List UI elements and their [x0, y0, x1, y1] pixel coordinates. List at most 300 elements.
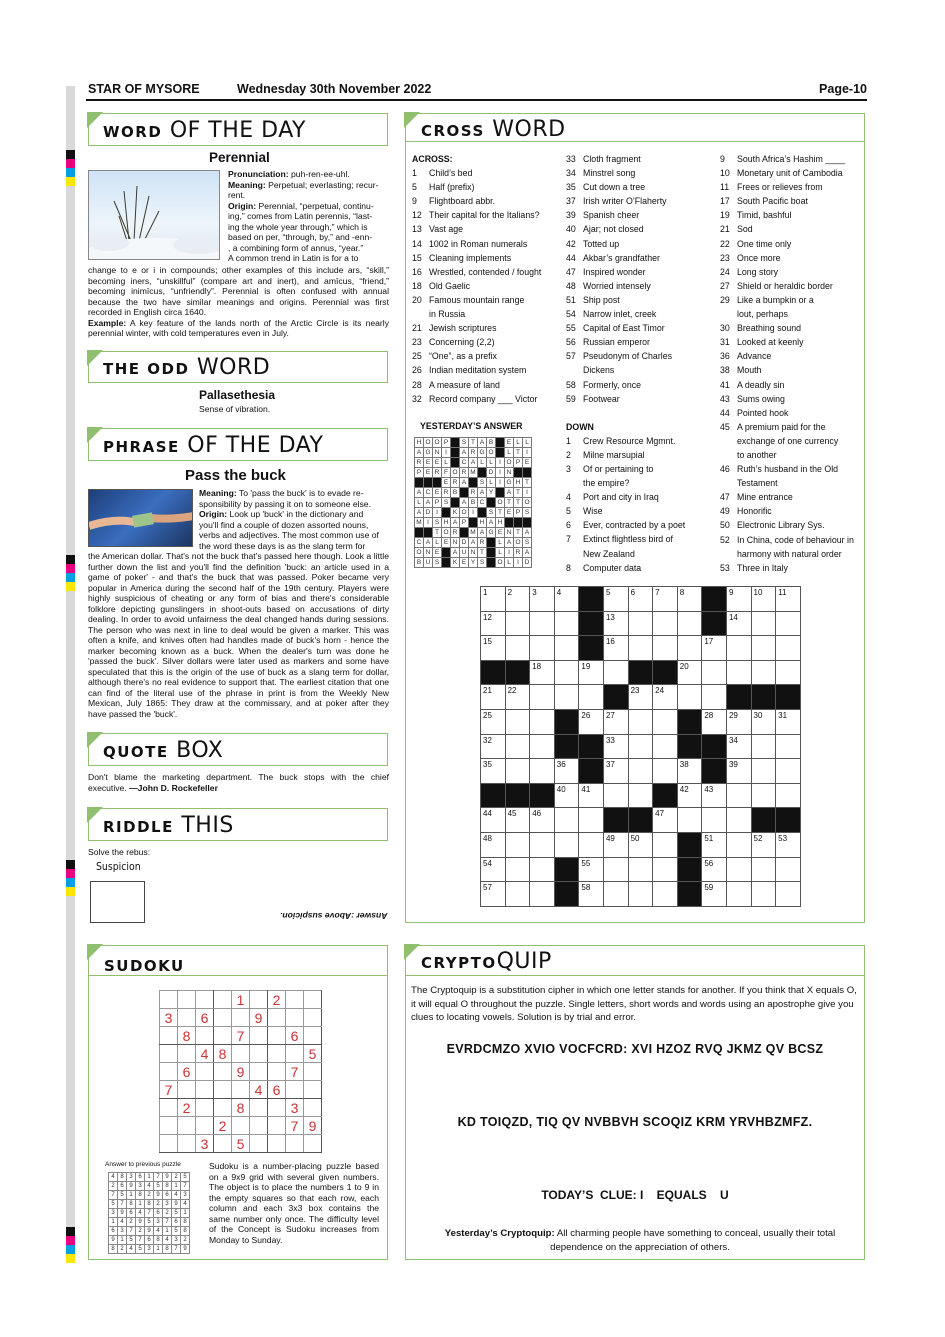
crossword-cell: [505, 783, 530, 808]
crossword-cell[interactable]: [751, 783, 776, 808]
odd-word-meaning: Sense of vibration.: [199, 404, 271, 414]
clue-item: 11 Frees or relieves from: [720, 182, 823, 193]
sudoku-answer-cell: 4: [109, 1173, 118, 1182]
sudoku-answer-cell: 4: [145, 1182, 154, 1191]
answer-cell: D: [424, 508, 433, 518]
clue-item: 16 Wrestled, contended / fought: [412, 266, 542, 277]
sudoku-cell[interactable]: [196, 1081, 214, 1099]
answer-cell: M: [470, 529, 476, 536]
crossword-cell[interactable]: 7: [653, 587, 678, 612]
sudoku-cell[interactable]: [178, 1135, 196, 1153]
answer-cell: [442, 548, 451, 558]
sudoku-cell[interactable]: [178, 1045, 196, 1063]
sudoku-answer-cell: 8: [154, 1236, 163, 1245]
crossword-cell[interactable]: 20: [677, 660, 702, 685]
crossword-cell[interactable]: [776, 636, 801, 661]
crossword-cell[interactable]: [653, 882, 678, 907]
crossword-cell: [702, 587, 727, 612]
crossword-cell[interactable]: 22: [505, 685, 530, 710]
crossword-cell[interactable]: [628, 636, 653, 661]
crossword-cell[interactable]: [653, 636, 678, 661]
clue-item: 41 A deadly sin: [720, 379, 785, 390]
sudoku-cell[interactable]: [286, 1009, 304, 1027]
wotd-title-box: [88, 113, 388, 146]
intro-line: Origin: Look up 'buck' in the dictionary and: [199, 509, 364, 519]
crossword-cell[interactable]: 4: [554, 587, 579, 612]
crossword-cell[interactable]: [505, 636, 530, 661]
sudoku-answer-cell: 2: [154, 1200, 163, 1209]
answer-cell: O: [452, 469, 458, 476]
crossword-cell[interactable]: 28: [702, 709, 727, 734]
crossword-cell[interactable]: 46: [530, 808, 555, 833]
crossword-cell[interactable]: 32: [481, 734, 506, 759]
crossword-cell[interactable]: [505, 734, 530, 759]
sudoku-cell: 2: [178, 1099, 196, 1117]
clue-item: 9 South Africa’s Hashim ____: [720, 154, 845, 164]
crossword-cell[interactable]: [530, 685, 555, 710]
cryptoquip-title: CRYPTOQUIP: [421, 949, 552, 974]
crossword-cell[interactable]: [776, 611, 801, 636]
crossword-cell[interactable]: [628, 783, 653, 808]
sudoku-cell[interactable]: [160, 1099, 178, 1117]
crossword-cell[interactable]: 58: [579, 882, 604, 907]
crossword-cell[interactable]: 8: [677, 587, 702, 612]
crossword-cell[interactable]: [505, 832, 530, 857]
sudoku-answer-cell: 5: [172, 1227, 181, 1236]
crossword-cell[interactable]: [603, 882, 628, 907]
crossword-cell[interactable]: 51: [702, 832, 727, 857]
crossword-cell[interactable]: 57: [481, 882, 506, 907]
crossword-cell[interactable]: [751, 734, 776, 759]
crossword-cell[interactable]: 45: [505, 808, 530, 833]
sudoku-cell[interactable]: [160, 1027, 178, 1045]
clue-item: 38 Mouth: [720, 365, 762, 376]
cryptoquip-line-1: EVRDCMZO XVIO VOCFCRD: XVI HZOZ RVQ JKMZ QV BCSZ: [446, 1042, 824, 1056]
crossword-cell[interactable]: [628, 734, 653, 759]
quote-title-box: [88, 733, 388, 766]
sudoku-cell[interactable]: [268, 1099, 286, 1117]
crossword-cell[interactable]: [554, 611, 579, 636]
crossword-cell[interactable]: [726, 783, 751, 808]
answer-cell: P: [442, 438, 451, 448]
crossword-cell[interactable]: 37: [603, 759, 628, 784]
crossword-cell[interactable]: [505, 759, 530, 784]
sudoku-cell[interactable]: [232, 1081, 250, 1099]
crossword-cell[interactable]: 50: [628, 832, 653, 857]
crossword-cell[interactable]: [726, 857, 751, 882]
sudoku-cell[interactable]: [286, 1045, 304, 1063]
clue-item: 51 Ship post: [566, 294, 620, 305]
crossword-cell[interactable]: [776, 660, 801, 685]
sudoku-answer-cell: 8: [163, 1245, 172, 1254]
answer-cell: N: [505, 528, 514, 538]
sudoku-answer-cell: 4: [136, 1209, 145, 1218]
sudoku-cell[interactable]: [214, 1009, 232, 1027]
crossword-cell[interactable]: [579, 808, 604, 833]
sudoku-cell[interactable]: [268, 1063, 286, 1081]
crossword-cell[interactable]: 47: [653, 808, 678, 833]
sudoku-answer-cell: 4: [118, 1218, 127, 1227]
crossword-cell[interactable]: 33: [603, 734, 628, 759]
sudoku-cell[interactable]: [250, 991, 268, 1009]
sudoku-cell[interactable]: [304, 1135, 322, 1153]
sudoku-cell[interactable]: [304, 1063, 322, 1081]
sudoku-answer-cell: 4: [127, 1245, 136, 1254]
crossword-cell[interactable]: [628, 882, 653, 907]
sudoku-cell[interactable]: [214, 991, 232, 1009]
sudoku-cell[interactable]: [268, 1009, 286, 1027]
crossword-cell[interactable]: [530, 832, 555, 857]
answer-cell: E: [505, 508, 514, 518]
crossword-cell[interactable]: [653, 759, 678, 784]
crossword-cell[interactable]: 23: [628, 685, 653, 710]
sudoku-cell[interactable]: [250, 1099, 268, 1117]
intro-line: ing the whole year through,” which is: [228, 221, 368, 232]
crossword-cell[interactable]: [653, 857, 678, 882]
clue-item: 23 Once more: [720, 252, 781, 263]
clue-item: 18 Old Gaelic: [412, 280, 471, 291]
crossword-cell[interactable]: 55: [579, 857, 604, 882]
crossword-cell[interactable]: [554, 685, 579, 710]
sudoku-cell[interactable]: [304, 1027, 322, 1045]
sudoku-cell[interactable]: [196, 1117, 214, 1135]
crossword-cell: [751, 808, 776, 833]
cryptoquip-clue: TODAY’S CLUE: I EQUALS U: [541, 1188, 729, 1202]
crossword-cell[interactable]: [677, 636, 702, 661]
answer-cell: N: [469, 548, 478, 558]
sudoku-answer-cell: 4: [163, 1236, 172, 1245]
crossword-cell[interactable]: [505, 709, 530, 734]
crossword-cell[interactable]: 2: [505, 587, 530, 612]
clue-item: 7 Extinct flightless bird of: [566, 534, 673, 545]
sudoku-grid: [159, 990, 322, 1153]
crossword-cell[interactable]: [702, 808, 727, 833]
crossword-cell[interactable]: 15: [481, 636, 506, 661]
sudoku-cell[interactable]: [160, 1117, 178, 1135]
sudoku-description: Sudoku is a number-placing puzzle based on a 9x9 grid with several given numbers. The object is to place the numbers 1 to 9 in the empty squares so that each row, each column and each 3x3 box contains the same number only once. The difficulty level of the Concept is Sudoku increases from Monday to Sunday.: [209, 1161, 379, 1245]
crossword-cell[interactable]: [776, 857, 801, 882]
intro-line: Meaning: Perpetual; everlasting; recur-: [228, 179, 379, 190]
crossword-cell[interactable]: [530, 734, 555, 759]
crossword-cell[interactable]: 44: [481, 808, 506, 833]
sudoku-answer-cell: 3: [109, 1209, 118, 1218]
crossword-cell[interactable]: 49: [603, 832, 628, 857]
crossword-cell[interactable]: [726, 832, 751, 857]
sudoku-cell[interactable]: [268, 1135, 286, 1153]
crossword-cell[interactable]: [628, 857, 653, 882]
crossword-cell[interactable]: [726, 882, 751, 907]
crossword-cell[interactable]: [554, 808, 579, 833]
crossword-cell[interactable]: [702, 660, 727, 685]
answer-cell: E: [424, 458, 433, 468]
crossword-cell[interactable]: [530, 882, 555, 907]
crossword-cell[interactable]: [751, 660, 776, 685]
crossword-cell[interactable]: 39: [726, 759, 751, 784]
sudoku-cell[interactable]: [286, 1135, 304, 1153]
sudoku-cell[interactable]: [196, 1099, 214, 1117]
crossword-cell[interactable]: 34: [726, 734, 751, 759]
crossword-cell[interactable]: [530, 636, 555, 661]
crossword-cell[interactable]: [603, 660, 628, 685]
clue-item: 36 Advance: [720, 351, 772, 362]
clue-item: 12 Their capital for the Italians?: [412, 210, 540, 221]
crossword-cell[interactable]: 59: [702, 882, 727, 907]
crossword-cell: [579, 636, 604, 661]
crossword-cell[interactable]: [554, 660, 579, 685]
sudoku-answer-cell: 5: [181, 1173, 190, 1182]
sudoku-cell[interactable]: [214, 1063, 232, 1081]
crossword-cell[interactable]: [603, 857, 628, 882]
answer-cell: G: [479, 449, 485, 456]
crossword-cell[interactable]: 40: [554, 783, 579, 808]
quote-text: Don't blame the marketing department. The buck stops with the chief executive. —John D. Rockefeller: [88, 772, 389, 793]
answer-cell: [523, 468, 532, 478]
crossword-cell[interactable]: 9: [726, 587, 751, 612]
crossword-cell[interactable]: 54: [481, 857, 506, 882]
sudoku-cell[interactable]: [196, 1063, 214, 1081]
crossword-cell[interactable]: 38: [677, 759, 702, 784]
crossword-cell[interactable]: [530, 611, 555, 636]
crossword-cell[interactable]: 16: [603, 636, 628, 661]
answer-cell: [487, 548, 496, 558]
answer-cell: A: [469, 538, 478, 548]
answer-cell: B: [451, 488, 460, 498]
answer-cell: O: [524, 499, 530, 506]
answer-cell: O: [461, 509, 467, 516]
crossword-cell[interactable]: 26: [579, 709, 604, 734]
crossword-cell[interactable]: 53: [776, 832, 801, 857]
crossword-cell[interactable]: [726, 636, 751, 661]
sudoku-cell[interactable]: [160, 1045, 178, 1063]
crossword-cell[interactable]: [628, 611, 653, 636]
clue-item: 19 Timid, bashful: [720, 210, 792, 221]
answer-cell: [487, 558, 496, 568]
crossword-cell[interactable]: [505, 857, 530, 882]
crossword-cell[interactable]: 10: [751, 587, 776, 612]
crossword-cell[interactable]: 24: [653, 685, 678, 710]
crossword-cell[interactable]: 30: [751, 709, 776, 734]
crossword-cell[interactable]: [702, 685, 727, 710]
crossword-cell[interactable]: 56: [702, 857, 727, 882]
sudoku-cell[interactable]: [268, 1045, 286, 1063]
crossword-cell[interactable]: [751, 636, 776, 661]
crossword-cell[interactable]: 29: [726, 709, 751, 734]
crossword-cell[interactable]: [776, 759, 801, 784]
clue-item: 42 Totted up: [566, 238, 620, 249]
crossword-cell[interactable]: [653, 832, 678, 857]
answer-cell: P: [514, 508, 523, 518]
crossword-cell[interactable]: 19: [579, 660, 604, 685]
crossword-cell[interactable]: [530, 709, 555, 734]
sudoku-cell[interactable]: [232, 1045, 250, 1063]
sudoku-cell[interactable]: [232, 1117, 250, 1135]
sudoku-cell[interactable]: [268, 1117, 286, 1135]
crossword-cell[interactable]: [653, 709, 678, 734]
crossword-cell[interactable]: [726, 808, 751, 833]
sudoku-cell[interactable]: [250, 1045, 268, 1063]
crossword-cell[interactable]: [530, 857, 555, 882]
sudoku-cell[interactable]: [250, 1063, 268, 1081]
sudoku-cell[interactable]: [232, 1009, 250, 1027]
crossword-cell[interactable]: 18: [530, 660, 555, 685]
sudoku-answer-cell: 5: [172, 1209, 181, 1218]
sudoku-cell[interactable]: [250, 1135, 268, 1153]
riddle-prompt: Solve the rebus:: [88, 847, 151, 857]
sudoku-answer-cell: 7: [145, 1209, 154, 1218]
sudoku-cell[interactable]: [286, 991, 304, 1009]
answer-cell: P: [460, 518, 469, 528]
crossword-cell: [579, 611, 604, 636]
sudoku-cell[interactable]: [214, 1081, 232, 1099]
sudoku-cell[interactable]: [286, 1081, 304, 1099]
crossword-cell[interactable]: [653, 611, 678, 636]
crossword-cell[interactable]: [751, 857, 776, 882]
crossword-cell[interactable]: 14: [726, 611, 751, 636]
crossword-cell: [726, 685, 751, 710]
crossword-cell[interactable]: [530, 759, 555, 784]
sudoku-answer-cell: 1: [127, 1191, 136, 1200]
answer-cell: [505, 518, 514, 528]
crossword-cell[interactable]: 3: [530, 587, 555, 612]
crossword-cell[interactable]: [579, 685, 604, 710]
crossword-cell[interactable]: [751, 882, 776, 907]
odd-word: Pallasethesia: [199, 388, 276, 402]
sudoku-answer-cell: 7: [127, 1227, 136, 1236]
sudoku-cell[interactable]: [178, 1009, 196, 1027]
crossword-cell[interactable]: 31: [776, 709, 801, 734]
clue-item: 31 Looked at keenly: [720, 337, 804, 348]
crossword-cell[interactable]: [751, 611, 776, 636]
sudoku-cell[interactable]: [268, 1027, 286, 1045]
crossword-cell[interactable]: [751, 759, 776, 784]
crossword-cell[interactable]: [554, 636, 579, 661]
crossword-cell[interactable]: [726, 660, 751, 685]
crossword-cell[interactable]: 52: [751, 832, 776, 857]
crossword-grid: [480, 586, 801, 907]
sudoku-cell[interactable]: [214, 1135, 232, 1153]
answer-cell: N: [433, 448, 442, 458]
crossword-cell[interactable]: 17: [702, 636, 727, 661]
clue-item: 47 Mine entrance: [720, 492, 793, 503]
crossword-cell: [776, 685, 801, 710]
crossword-cell[interactable]: 48: [481, 832, 506, 857]
crossword-cell[interactable]: 11: [776, 587, 801, 612]
crossword-cell[interactable]: [677, 685, 702, 710]
crossword-cell: [628, 808, 653, 833]
sudoku-answer-cell: 6: [154, 1209, 163, 1218]
crossword-cell[interactable]: 35: [481, 759, 506, 784]
sudoku-cell[interactable]: [160, 1063, 178, 1081]
sudoku-cell[interactable]: [250, 1117, 268, 1135]
sudoku-cell[interactable]: [304, 1009, 322, 1027]
clue-item: 21 Sod: [720, 224, 753, 235]
answer-cell: U: [424, 558, 433, 568]
sudoku-cell[interactable]: [178, 1117, 196, 1135]
sudoku-cell[interactable]: [304, 991, 322, 1009]
sudoku-answer-cell: 3: [154, 1218, 163, 1227]
crossword-cell[interactable]: [628, 759, 653, 784]
crossword-cell: [702, 611, 727, 636]
crossword-cell[interactable]: [677, 611, 702, 636]
potd-body: the American dollar. That's not the buck that's passed here though. Look a little further down the list and you'll find the definition 'buck: an article used in a game of poker' - and that's the buck that was passed. Poker became very popular in America during the second half of the 19th century. Players were highly suspicious of cheating or any form of bias and there's considerable folklore depicting gunslingers in shoot-outs based on accusations of dirty dealing. In order to avoid unfairness the deal changed hands during sessions. The person who was next in line to deal would be given a marker. This was often a knife, and knives often had handles made of buck's horn - hence the marker becoming known as a buck. When the dealer's turn was done he 'passed the buck'. Silver dollars were later used as markers and some have speculated that this is the origin of the use of buck as a slang term for dollar, although there's no real evidence to support that. The earliest citation that one can find of the literal use of the phrase in print is from the Weekly New Mexican, July 1865: They draw at the commissary, and at poker after they have passed the 'buck'.: [88, 551, 389, 719]
sudoku-answer-cell: 5: [118, 1191, 127, 1200]
crossword-cell[interactable]: 13: [603, 611, 628, 636]
crossword-cell[interactable]: 41: [579, 783, 604, 808]
crossword-cell[interactable]: [776, 783, 801, 808]
sudoku-answer-cell: 6: [127, 1209, 136, 1218]
clue-item: 23 Concerning (2,2): [412, 337, 495, 348]
answer-cell: [424, 528, 433, 538]
answer-cell: E: [523, 458, 532, 468]
sudoku-cell[interactable]: [196, 1027, 214, 1045]
crossword-cell[interactable]: 36: [554, 759, 579, 784]
sudoku-cell[interactable]: [178, 991, 196, 1009]
sudoku-cell[interactable]: [178, 1081, 196, 1099]
sudoku-cell[interactable]: [250, 1027, 268, 1045]
clue-item: 26 Indian meditation system: [412, 365, 527, 376]
answer-cell: [496, 448, 505, 458]
margin-bar: [66, 86, 75, 1256]
crossword-cell[interactable]: [579, 832, 604, 857]
crossword-cell[interactable]: [776, 882, 801, 907]
answer-cell: M: [416, 519, 422, 526]
sudoku-cell[interactable]: [214, 1099, 232, 1117]
crossword-cell[interactable]: [653, 734, 678, 759]
crossword-cell[interactable]: [677, 808, 702, 833]
answer-cell: O: [497, 499, 503, 506]
crossword-cell[interactable]: [628, 709, 653, 734]
crossword-cell[interactable]: 5: [603, 587, 628, 612]
crossword-cell[interactable]: 12: [481, 611, 506, 636]
crossword-title: CROSS WORD: [421, 117, 566, 142]
sudoku-answer-cell: 8: [109, 1245, 118, 1254]
clue-item: 46 Ruth’s husband in the Old: [720, 464, 839, 475]
crossword-cell[interactable]: 25: [481, 709, 506, 734]
crossword-cell[interactable]: 21: [481, 685, 506, 710]
crossword-cell[interactable]: 6: [628, 587, 653, 612]
crossword-cell[interactable]: [505, 882, 530, 907]
sudoku-cell[interactable]: [160, 991, 178, 1009]
crossword-cell[interactable]: 27: [603, 709, 628, 734]
sudoku-cell[interactable]: [196, 991, 214, 1009]
answer-cell: A: [415, 448, 424, 458]
answer-cell: I: [523, 488, 532, 498]
crossword-cell[interactable]: 43: [702, 783, 727, 808]
sudoku-cell: 7: [286, 1117, 304, 1135]
clue-item: exchange of one currency: [737, 435, 839, 446]
intro-line: A common trend in Latin is for a to: [228, 253, 359, 263]
sudoku-cell[interactable]: [160, 1135, 178, 1153]
sudoku-answer-cell: 8: [181, 1227, 190, 1236]
crossword-cell[interactable]: [603, 783, 628, 808]
answer-cell: [487, 538, 496, 548]
crossword-cell[interactable]: 42: [677, 783, 702, 808]
crossword-cell[interactable]: [776, 734, 801, 759]
sudoku-cell[interactable]: [214, 1027, 232, 1045]
crossword-cell[interactable]: [554, 832, 579, 857]
intro-line: the word these days is as the slang term for: [199, 540, 366, 551]
answer-cell: T: [478, 548, 487, 558]
sudoku-cell: 4: [196, 1045, 214, 1063]
answer-cell: L: [523, 438, 532, 448]
crossword-cell[interactable]: [505, 611, 530, 636]
crossword-cell[interactable]: 1: [481, 587, 506, 612]
answer-cell: I: [442, 448, 451, 458]
answer-cell: A: [460, 478, 469, 488]
sudoku-cell[interactable]: [304, 1081, 322, 1099]
sudoku-cell: 3: [286, 1099, 304, 1117]
sudoku-cell[interactable]: [304, 1099, 322, 1117]
